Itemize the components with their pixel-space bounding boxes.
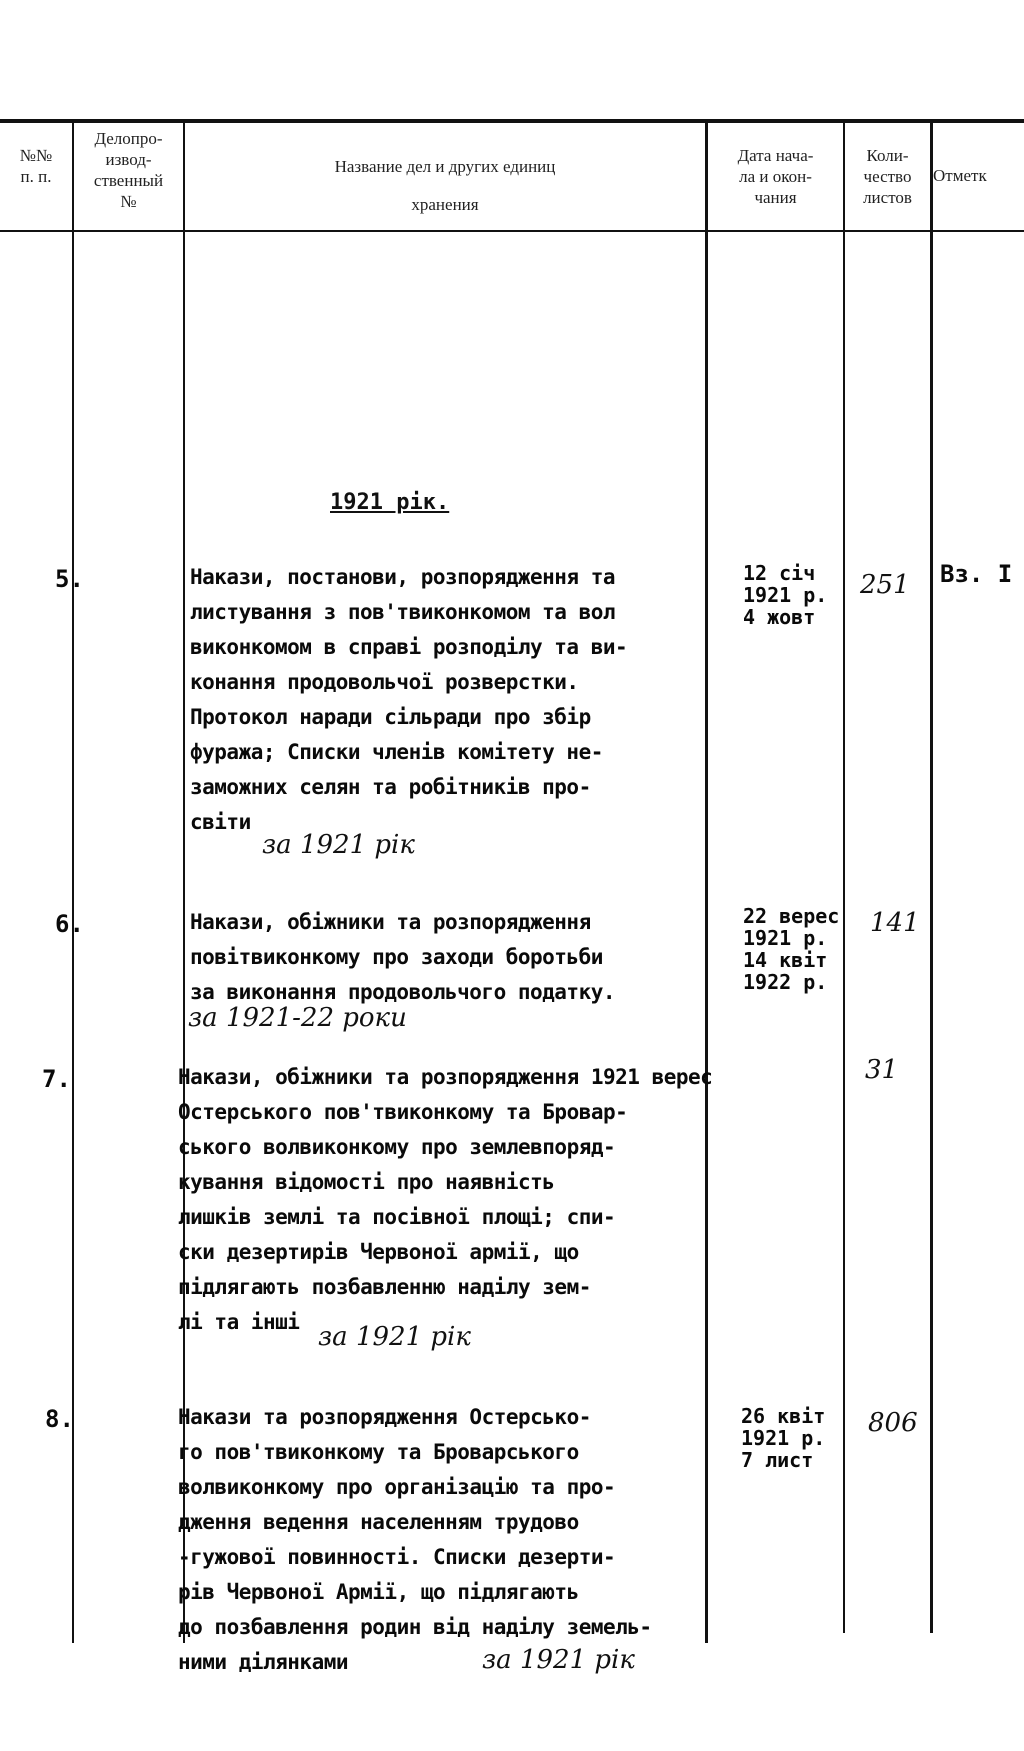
entry-handwritten-note: за 1921 рік (262, 830, 415, 860)
entry-handwritten-note: за 1921 рік (318, 1322, 471, 1352)
entry-sheet-count: 141 (870, 908, 920, 938)
year-heading: 1921 рік. (330, 490, 450, 515)
entry-text: Накази та розпорядження Остерсько- го пов'твиконкому та Броварського волвиконкому про організацію та про- дження ведення населенням трудово -гужової повинності. Списки дезерти- рів Червоної Армії, що підлягають до позбавлення родин від наділу земель- ними ділянками (178, 1405, 652, 1674)
header-col-office-number: Делопро- извод- ственный № (93, 129, 164, 211)
header-bottom-rule (0, 230, 1024, 232)
column-divider-4 (843, 123, 845, 1633)
header-col-title: Название дел и других единиц хранения (334, 157, 556, 214)
header-col-sheets: Коли- чество листов (863, 146, 912, 207)
entry-sheet-count: 806 (868, 1408, 918, 1438)
entry-number: 6. (55, 910, 84, 938)
entry-remark: Вз. І (940, 560, 1013, 588)
header-col-notes: Отметк (933, 166, 987, 185)
header-col-number: №№ п. п. (19, 146, 53, 186)
entry-dates: 26 квіт 1921 р. 7 лист (741, 1404, 826, 1472)
column-divider-3 (705, 123, 708, 1643)
entry-handwritten-note: за 1921-22 роки (188, 1003, 407, 1033)
entry-handwritten-note: за 1921 рік (482, 1645, 635, 1675)
entry-number: 5. (55, 565, 84, 593)
entry-text: Накази, постанови, розпорядження та листування з пов'твиконкомом та вол виконкомом в справі розподілу та ви- конання продовольчої розверстки. Протокол наради сільради про збір фуража; Списки членів комітету не- заможних селян та робітників про- світи (190, 565, 628, 834)
entry-dates: 22 верес 1921 р. 14 квіт 1922 р. (743, 904, 840, 994)
header-col-dates: Дата нача- ла и окон- чания (737, 146, 814, 207)
entry-sheet-count: 251 (860, 570, 910, 600)
entry-dates: 12 січ 1921 р. 4 жовт (743, 561, 828, 629)
entry-sheet-count: 31 (865, 1055, 899, 1085)
entry-number: 7. (42, 1065, 71, 1093)
entry-text: Накази, обіжники та розпорядження повітвиконкому про заходи боротьби за виконання продовольчого податку. (190, 910, 616, 1004)
entry-text: Накази, обіжники та розпорядження 1921 верес Остерського пов'твиконкому та Бровар- ського волвиконкому про землевпоряд- кування відомості про наявність лишків землі та посівної площі; спи- ски дезертирів Червоної армії, що підлягають позбавленню наділу зем- лі та інші (178, 1065, 713, 1334)
entry-number: 8. (45, 1405, 74, 1433)
header-top-rule (0, 119, 1024, 123)
column-divider-5 (930, 123, 933, 1633)
